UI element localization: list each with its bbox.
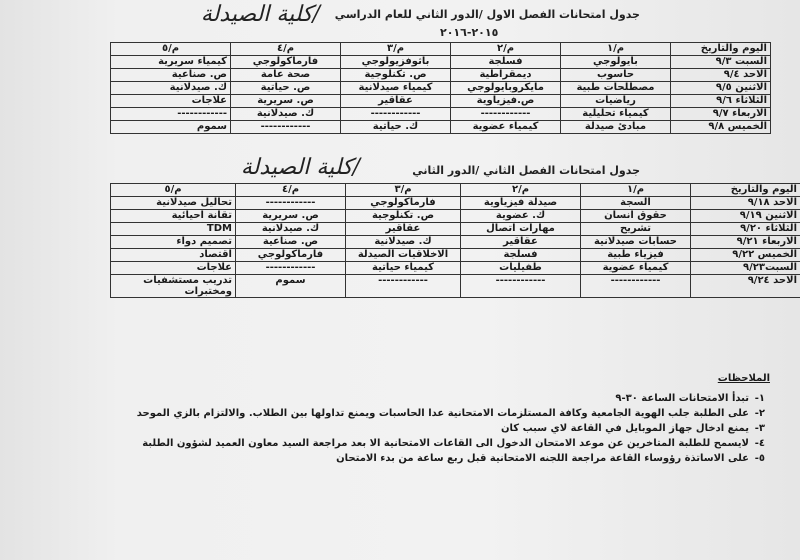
table-2-subject-cell: الاخلاقيات الصيدلة bbox=[346, 249, 461, 262]
table-1-subject-cell: ك. صيدلانية bbox=[111, 82, 231, 95]
table-2-subject-cell: تقانة احيائية bbox=[111, 210, 236, 223]
note-text: يمنع ادخال جهاز الموبايل في القاعة لاي سبب كان bbox=[500, 423, 749, 434]
table-2-subject-cell: ك. عضوية bbox=[461, 210, 581, 223]
note-number: ٥- bbox=[754, 453, 765, 464]
table-1-subject-cell: كيمياء تحليلية bbox=[561, 108, 671, 121]
table-2-row bbox=[111, 275, 800, 298]
table-2-date-cell: الاربعاء ٩/٢١ bbox=[691, 236, 800, 249]
table-1-subject-cell: باثوفزيولوجي bbox=[341, 56, 451, 69]
note-number: ٤- bbox=[754, 438, 765, 449]
table-1-subject-cell: رياضيات bbox=[561, 95, 671, 108]
table-2-subject-cell: حسابات صيدلانية bbox=[581, 236, 691, 249]
table-2-subject-cell: صيدلة فيزياوية bbox=[461, 197, 581, 210]
table-1-subject-cell: ------------ bbox=[451, 108, 561, 121]
table-1-subject-cell: ك. حياتية bbox=[341, 121, 451, 134]
table-2-subject-cell: ك. صيدلانية bbox=[236, 223, 346, 236]
note-item bbox=[40, 392, 765, 405]
table-1-title: جدول امتحانات الفصل الاول /الدور الثاني للعام الدراسي bbox=[334, 8, 640, 21]
table-2-subject-cell: فيزياء طبية bbox=[581, 249, 691, 262]
table-2-subject-cell: تحاليل صيدلانية bbox=[111, 197, 236, 210]
table-2-subject-cell: ------------ bbox=[581, 275, 691, 298]
table-2-row bbox=[111, 236, 800, 249]
table-1-row bbox=[111, 56, 771, 69]
table-2-row bbox=[111, 262, 800, 275]
table-1-header-cell: م/٣ bbox=[341, 43, 451, 56]
handwritten-heading-1: /كلية الصيدلة bbox=[200, 2, 320, 27]
table-1-subject-cell: ص. صناعية bbox=[111, 69, 231, 82]
table-2-date-cell: الخميس ٩/٢٢ bbox=[691, 249, 800, 262]
table-2-subject-cell: طفيليات bbox=[461, 262, 581, 275]
table-1-subject-cell: ص. سريرية bbox=[231, 95, 341, 108]
table-2-subject-cell: عقاقير bbox=[461, 236, 581, 249]
table-1-date-cell: الاحد ٩/٤ bbox=[671, 69, 771, 82]
table-1-header-cell: م/٥ bbox=[111, 43, 231, 56]
table-2-subject-cell: ------------ bbox=[236, 262, 346, 275]
table-1-header-row bbox=[111, 43, 771, 56]
table-2-header-cell: م/١ bbox=[581, 184, 691, 197]
note-text: تبدأ الامتحانات الساعة ٣٠-٩ bbox=[615, 393, 749, 404]
table-2-subject-cell: ------------ bbox=[236, 197, 346, 210]
note-item bbox=[40, 437, 765, 450]
table-1-date-cell: الثلاثاء ٩/٦ bbox=[671, 95, 771, 108]
table-2-subject-cell: تدريب مستشفيات ومختبرات bbox=[111, 275, 236, 298]
table-1-subject-cell: ص. حياتية bbox=[231, 82, 341, 95]
table-1-subject-cell: عقاقير bbox=[341, 95, 451, 108]
table-1-subject-cell: ص. تكنلوجية bbox=[341, 69, 451, 82]
table-2-date-cell: الاثنين ٩/١٩ bbox=[691, 210, 800, 223]
table-2-subject-cell: اقتصاد bbox=[111, 249, 236, 262]
table-2-subject-cell: كيمياء عضوية bbox=[581, 262, 691, 275]
table-1-header-cell: م/٢ bbox=[451, 43, 561, 56]
table-1-subject-cell: ديمقراطية bbox=[451, 69, 561, 82]
table-1-date-cell: الاثنين ٩/٥ bbox=[671, 82, 771, 95]
table-2-subject-cell: ص. سريرية bbox=[236, 210, 346, 223]
table-2-row bbox=[111, 210, 800, 223]
table-2-subject-cell: ------------ bbox=[461, 275, 581, 298]
table-2-subject-cell: فارماكولوجي bbox=[346, 197, 461, 210]
table-2-subject-cell: علاجات bbox=[111, 262, 236, 275]
table-2-subject-cell: فارماكولوجي bbox=[236, 249, 346, 262]
table-2-subject-cell: ك. صيدلانية bbox=[346, 236, 461, 249]
note-item bbox=[40, 422, 765, 435]
table-1-row bbox=[111, 69, 771, 82]
table-2-row bbox=[111, 249, 800, 262]
table-1-year: ٢٠١٥-٢٠١٦ bbox=[440, 26, 499, 39]
table-2-subject-cell: كيمياء حياتية bbox=[346, 262, 461, 275]
table-1-header-cell: م/١ bbox=[561, 43, 671, 56]
table-1-subject-cell: ص.فيزياوية bbox=[451, 95, 561, 108]
table-2-subject-cell: ص. تكنلوجية bbox=[346, 210, 461, 223]
note-number: ٢- bbox=[754, 408, 765, 419]
table-1-header-cell: م/٤ bbox=[231, 43, 341, 56]
note-number: ٣- bbox=[754, 423, 765, 434]
table-1-subject-cell: مصطلحات طبية bbox=[561, 82, 671, 95]
table-1-date-cell: الاربعاء ٩/٧ bbox=[671, 108, 771, 121]
table-2-header-cell: م/٢ bbox=[461, 184, 581, 197]
exam-table-2 bbox=[110, 183, 800, 298]
table-1-subject-cell: ------------ bbox=[111, 108, 231, 121]
table-1-subject-cell: ك. صيدلانية bbox=[231, 108, 341, 121]
table-1-subject-cell: كيمياء صيدلانية bbox=[341, 82, 451, 95]
table-2-row bbox=[111, 197, 800, 210]
table-2-header-row bbox=[111, 184, 800, 197]
note-text: لايسمح للطلبة المتاخرين عن موعد الامتحان الدخول الى القاعات الامتحانية الا بعد مراجعة السيد معاون العميد لشؤون الطلبة bbox=[142, 438, 749, 449]
table-2-subject-cell: حقوق انسان bbox=[581, 210, 691, 223]
table-2-header-cell: اليوم والتاريخ bbox=[691, 184, 800, 197]
table-1-subject-cell: صحة عامة bbox=[231, 69, 341, 82]
table-1-subject-cell: كيمياء عضوية bbox=[451, 121, 561, 134]
table-1-header-cell: اليوم والتاريخ bbox=[671, 43, 771, 56]
table-2-header-cell: م/٣ bbox=[346, 184, 461, 197]
table-2-subject-cell: فسلجة bbox=[461, 249, 581, 262]
table-1-row bbox=[111, 121, 771, 134]
table-2-subject-cell: تصميم دواء bbox=[111, 236, 236, 249]
notes-list bbox=[40, 392, 765, 467]
table-1-subject-cell: بايولوجي bbox=[561, 56, 671, 69]
notes-title: الملاحظات bbox=[717, 373, 770, 384]
table-1-row bbox=[111, 108, 771, 121]
table-1-row bbox=[111, 82, 771, 95]
table-1-subject-cell: ------------ bbox=[341, 108, 451, 121]
table-1-subject-cell: سموم bbox=[111, 121, 231, 134]
table-2-subject-cell: عقاقير bbox=[346, 223, 461, 236]
table-2-subject-cell: سموم bbox=[236, 275, 346, 298]
table-2-date-cell: السبت٩/٢٣ bbox=[691, 262, 800, 275]
table-2-date-cell: الاحد ٩/٢٤ bbox=[691, 275, 800, 298]
table-1-subject-cell: علاجات bbox=[111, 95, 231, 108]
table-2-body bbox=[111, 184, 800, 298]
note-text: على الطلبة جلب الهوية الجامعية وكافة المستلزمات الامتحانية عدا الحاسبات ويمنع تداولها بين الطلاب. والالتزام بالزي الموحد bbox=[136, 408, 749, 419]
table-1-subject-cell: مبادئ صيدلة bbox=[561, 121, 671, 134]
note-number: ١- bbox=[754, 393, 765, 404]
note-item bbox=[40, 452, 765, 465]
table-1-subject-cell: فسلجة bbox=[451, 56, 561, 69]
table-1-date-cell: الخميس ٩/٨ bbox=[671, 121, 771, 134]
note-item bbox=[40, 407, 765, 420]
table-1-subject-cell: مايكروبايولوجي bbox=[451, 82, 561, 95]
table-2-header-cell: م/٤ bbox=[236, 184, 346, 197]
table-1-row bbox=[111, 95, 771, 108]
table-2-date-cell: الثلاثاء ٩/٢٠ bbox=[691, 223, 800, 236]
table-2-subject-cell: TDM bbox=[111, 223, 236, 236]
table-2-subject-cell: مهارات اتصال bbox=[461, 223, 581, 236]
note-text: على الاساتذة رؤوساء القاعة مراجعة اللجنه الامتحانية قبل ربع ساعة من بدء الامتحان bbox=[336, 453, 749, 464]
table-1-subject-cell: حاسوب bbox=[561, 69, 671, 82]
table-2-subject-cell: تشريح bbox=[581, 223, 691, 236]
table-2-date-cell: الاحد ٩/١٨ bbox=[691, 197, 800, 210]
table-1-subject-cell: ------------ bbox=[231, 121, 341, 134]
table-2-subject-cell: السجة bbox=[581, 197, 691, 210]
table-2-title: جدول امتحانات الفصل الثاني /الدور الثاني bbox=[412, 164, 640, 177]
exam-table-1 bbox=[110, 42, 771, 134]
table-1-subject-cell: فارماكولوجي bbox=[231, 56, 341, 69]
table-1-date-cell: السبت ٩/٣ bbox=[671, 56, 771, 69]
table-1-subject-cell: كيمياء سريرية bbox=[111, 56, 231, 69]
table-2-row bbox=[111, 223, 800, 236]
handwritten-heading-2: /كلية الصيدلة bbox=[240, 155, 360, 180]
table-2-subject-cell: ------------ bbox=[346, 275, 461, 298]
table-2-subject-cell: ص. صناعية bbox=[236, 236, 346, 249]
table-2-header-cell: م/٥ bbox=[111, 184, 236, 197]
table-1-body bbox=[111, 43, 771, 134]
